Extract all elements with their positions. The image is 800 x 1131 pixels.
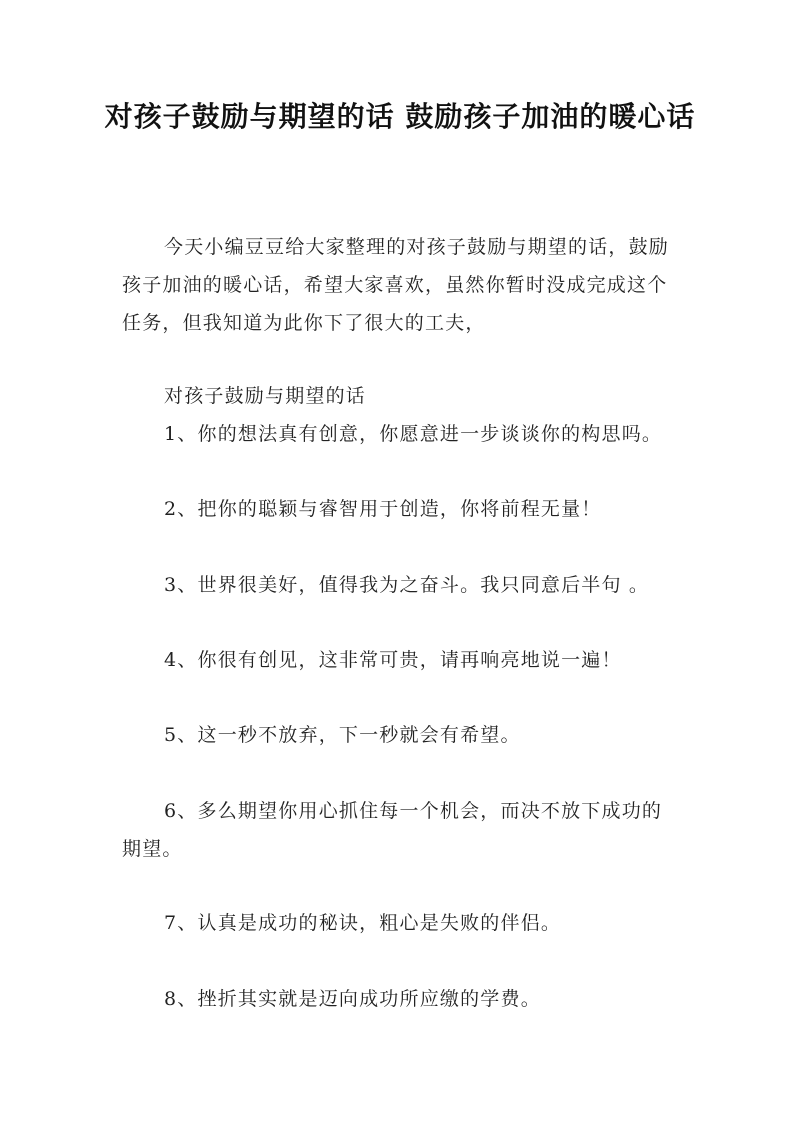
- list-item: 1、你的想法真有创意，你愿意进一步谈谈你的构思吗。: [164, 423, 663, 445]
- section-heading: 对孩子鼓励与期望的话: [164, 385, 367, 407]
- list-item: 6、多么期望你用心抓住每一个机会，而决不放下成功的期望。: [122, 800, 663, 860]
- list-item: 7、认真是成功的秘诀，粗心是失败的伴侣。: [164, 912, 562, 934]
- intro-paragraph: 今天小编豆豆给大家整理的对孩子鼓励与期望的话，鼓励孩子加油的暖心话，希望大家喜欢，虽然你暂时没成完成这个任务，但我知道为此你下了很大的工夫，: [122, 236, 670, 334]
- page-title: 对孩子鼓励与期望的话 鼓励孩子加油的暖心话: [104, 100, 696, 133]
- list-item: 8、挫折其实就是迈向成功所应缴的学费。: [164, 988, 541, 1010]
- list-item: 3、世界很美好，值得我为之奋斗。我只同意后半句 。: [164, 574, 650, 596]
- list-item: 2、把你的聪颖与睿智用于创造，你将前程无量！: [164, 498, 602, 520]
- list-item: 5、这一秒不放弃，下一秒就会有希望。: [164, 724, 521, 746]
- list-item: 4、你很有创见，这非常可贵，请再响亮地说一遍！: [164, 649, 622, 671]
